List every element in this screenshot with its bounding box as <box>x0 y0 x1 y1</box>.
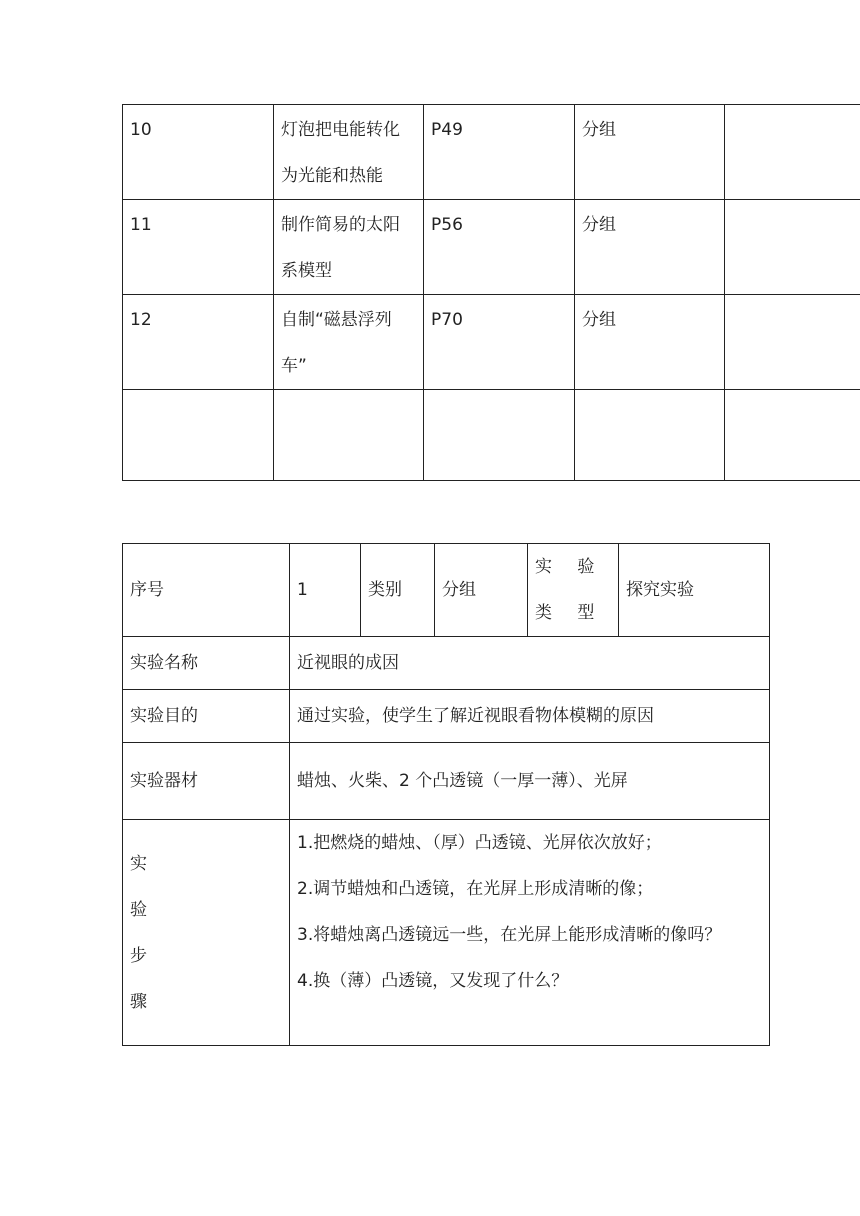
materials-value: 蜡烛、火柴、2 个凸透镜（一厚一薄）、光屏 <box>290 743 770 820</box>
table-row <box>123 690 770 743</box>
purpose-label: 实验目的 <box>123 690 290 743</box>
experiment-type: 分组 <box>575 200 725 295</box>
steps-label-char: 实 <box>130 853 147 874</box>
experiment-type-value: 探究实验 <box>619 544 770 637</box>
number-value: 1 <box>290 544 361 637</box>
experiment-card-table <box>122 543 770 1046</box>
experiment-type <box>575 390 725 481</box>
table-row <box>123 295 860 390</box>
row-number: 11 <box>123 200 274 295</box>
extra-cell <box>725 200 860 295</box>
experiment-name: 自制“磁悬浮列车” <box>274 295 424 390</box>
step-item: 3.将蜡烛离凸透镜远一些，在光屏上能形成清晰的像吗？ <box>297 925 722 945</box>
materials-label: 实验器材 <box>123 743 290 820</box>
extra-cell <box>725 105 860 200</box>
extra-cell <box>725 295 860 390</box>
experiment-type: 分组 <box>575 295 725 390</box>
steps-label <box>123 820 290 1046</box>
table-row <box>123 390 860 481</box>
table-row <box>123 743 770 820</box>
number-label: 序号 <box>123 544 290 637</box>
experiment-name <box>274 390 424 481</box>
experiment-name-label: 实验名称 <box>123 637 290 690</box>
table-row <box>123 544 770 637</box>
textbook-page: P49 <box>424 105 575 200</box>
row-number: 12 <box>123 295 274 390</box>
table-row <box>123 200 860 295</box>
textbook-page <box>424 390 575 481</box>
textbook-page: P70 <box>424 295 575 390</box>
experiment-type: 分组 <box>575 105 725 200</box>
steps-label-char: 骤 <box>130 991 147 1012</box>
category-label: 类别 <box>361 544 435 637</box>
steps-value <box>290 820 770 1046</box>
step-item: 1.把燃烧的蜡烛、（厚）凸透镜、光屏依次放好； <box>297 833 662 853</box>
step-item: 2.调节蜡烛和凸透镜，在光屏上形成清晰的像； <box>297 879 654 899</box>
extra-cell <box>725 390 860 481</box>
table-row <box>123 820 770 1046</box>
experiment-type-label: 实 验 类 型 <box>528 544 619 637</box>
category-value: 分组 <box>435 544 528 637</box>
table-row <box>123 105 860 200</box>
table-row <box>123 637 770 690</box>
row-number <box>123 390 274 481</box>
step-item: 4.换（薄）凸透镜，又发现了什么？ <box>297 971 569 991</box>
experiment-name: 制作简易的太阳系模型 <box>274 200 424 295</box>
steps-label-char: 验 <box>130 899 147 920</box>
experiment-name: 灯泡把电能转化为光能和热能 <box>274 105 424 200</box>
purpose-value: 通过实验，使学生了解近视眼看物体模糊的原因 <box>290 690 770 743</box>
steps-label-char: 步 <box>130 945 147 966</box>
experiment-list-table <box>122 104 860 481</box>
row-number: 10 <box>123 105 274 200</box>
textbook-page: P56 <box>424 200 575 295</box>
experiment-name-value: 近视眼的成因 <box>290 637 770 690</box>
